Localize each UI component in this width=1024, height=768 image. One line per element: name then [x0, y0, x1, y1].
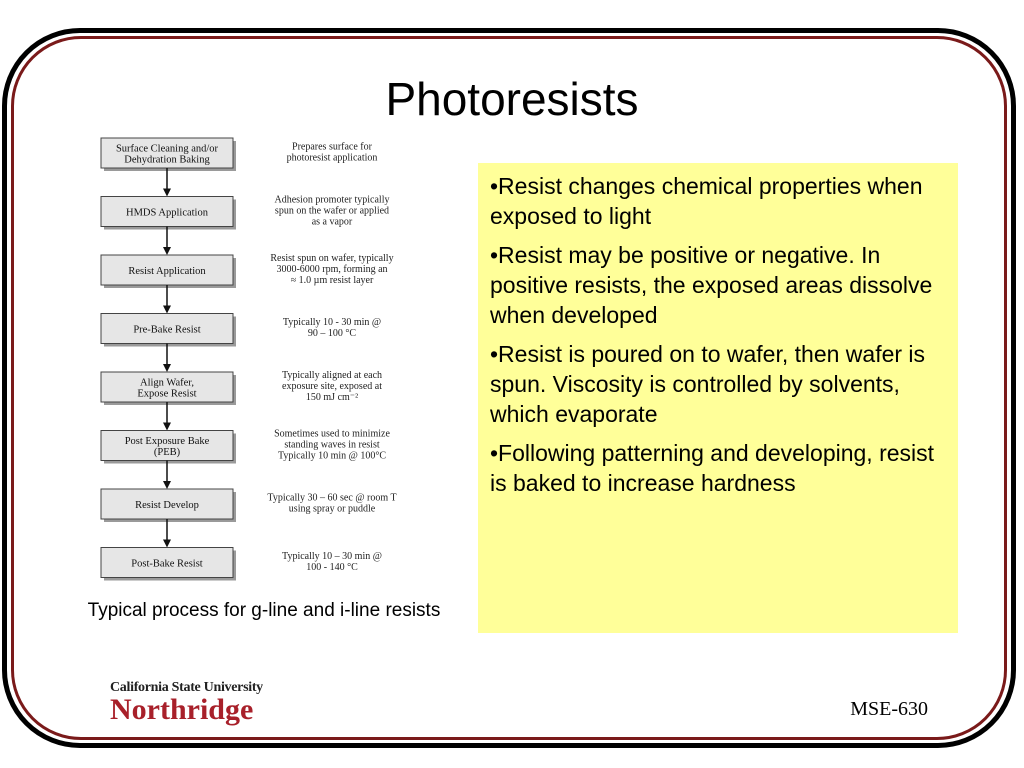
flow-arrow-head-icon — [163, 306, 171, 314]
university-logo — [110, 680, 263, 724]
flow-step — [101, 370, 382, 405]
bullet-box — [478, 163, 958, 633]
flow-step-note: 3000-6000 rpm, forming an — [276, 264, 388, 275]
flow-step-note: Typically aligned at each — [281, 370, 383, 381]
flow-step-note: 90 – 100 °C — [307, 328, 357, 339]
flow-step-label: Align Wafer, — [140, 377, 194, 389]
course-code: MSE-630 — [850, 698, 928, 720]
flow-step-label: Post Exposure Bake — [124, 436, 210, 447]
slide-title: Photoresists — [385, 73, 639, 125]
flow-step — [101, 138, 377, 171]
flow-step-note: exposure site, exposed at — [282, 381, 382, 392]
flow-step — [101, 548, 382, 581]
flow-step-note: photoresist application — [286, 152, 378, 164]
flowchart-caption: Typical process for g-line and i-line resists — [87, 600, 441, 621]
flow-arrow-head-icon — [163, 540, 171, 548]
bullet-item: •Resist is poured on to wafer, then wafer is spun. Viscosity is controlled by solvents, which evaporate — [490, 341, 926, 427]
flow-step — [101, 489, 397, 522]
flow-step-note: Typically 10 min @ 100°C — [277, 450, 387, 462]
flow-arrow-head-icon — [163, 189, 171, 197]
flow-arrow-head-icon — [163, 364, 171, 372]
bullet-item: •Resist changes chemical properties when exposed to light — [490, 173, 923, 229]
flow-step-note: as a vapor — [311, 216, 353, 228]
flow-arrow-head-icon — [163, 481, 171, 489]
logo-campus-name: Northridge — [110, 693, 254, 726]
flow-step — [101, 253, 394, 288]
flow-step-note: 150 mJ cm⁻² — [305, 392, 359, 403]
flow-arrow-head-icon — [163, 247, 171, 255]
flow-step-label: Resist Develop — [135, 500, 199, 511]
flow-step-note: Typically 10 – 30 min @ — [282, 551, 382, 562]
flow-step-note: ≈ 1.0 µm resist layer — [290, 275, 374, 286]
flow-step-note: Adhesion promoter typically — [274, 194, 390, 206]
logo-university-name: California State University — [110, 680, 263, 695]
bullet-item: •Following patterning and developing, resist is baked to increase hardness — [490, 440, 935, 496]
bullet-item: •Resist may be positive or negative. In positive resists, the exposed areas dissolve when developed — [490, 242, 933, 328]
flow-step-label: Expose Resist — [137, 388, 197, 400]
flow-step-note: Prepares surface for — [292, 141, 372, 153]
flow-step — [101, 195, 389, 230]
flow-step-note: Resist spun on wafer, typically — [270, 253, 394, 264]
flow-step-label: Surface Cleaning and/or — [115, 143, 219, 155]
flow-step — [101, 314, 381, 347]
process-flowchart — [95, 130, 445, 590]
flow-step-note: Typically 10 - 30 min @ — [282, 317, 382, 328]
flow-step-label: Dehydration Baking — [124, 154, 210, 166]
flow-step-label: Pre-Bake Resist — [133, 324, 201, 336]
flow-step-note: Sometimes used to minimize — [274, 428, 390, 440]
flow-step-label: (PEB) — [153, 447, 181, 458]
flow-step-note: using spray or puddle — [288, 503, 376, 515]
flow-step — [101, 429, 390, 464]
flow-step-note: Typically 30 – 60 sec @ room T — [267, 492, 397, 504]
flow-step-label: Post-Bake Resist — [131, 558, 203, 570]
flow-step-note: spun on the wafer or applied — [274, 205, 390, 217]
flow-arrow-head-icon — [163, 423, 171, 431]
flow-step-note: standing waves in resist — [284, 439, 380, 451]
flow-step-label: Resist Application — [128, 266, 206, 277]
flow-step-note: 100 - 140 °C — [306, 562, 358, 573]
flow-step-label: HMDS Application — [126, 207, 208, 219]
